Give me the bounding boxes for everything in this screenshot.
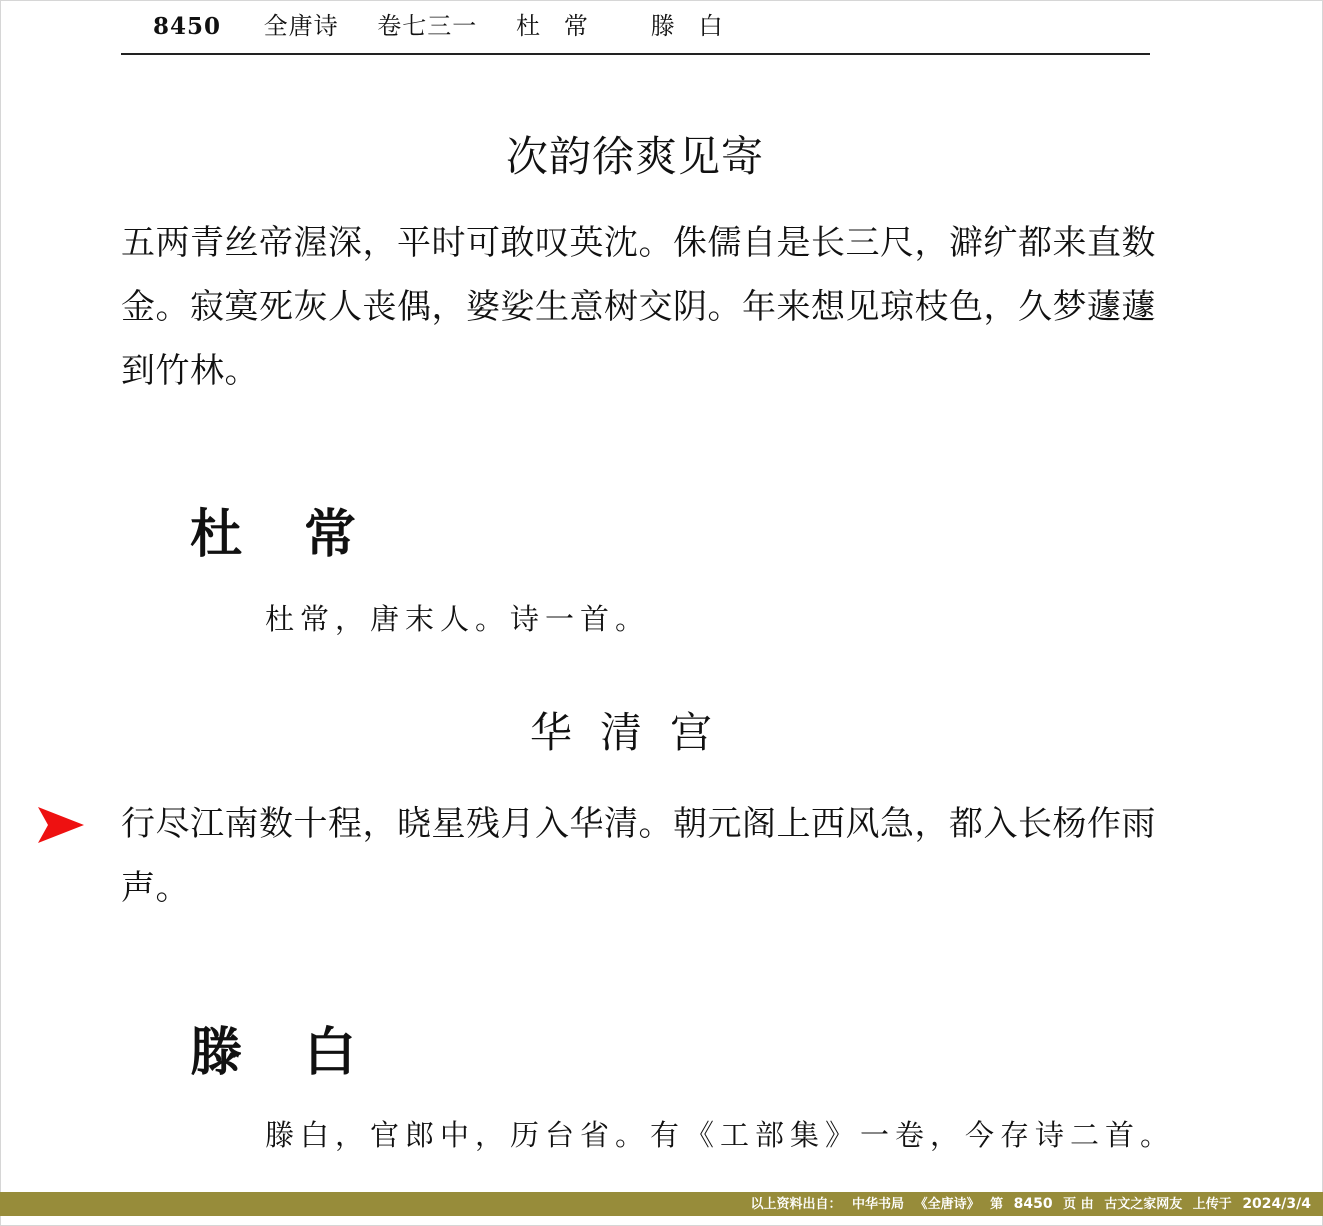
author-bio-1: 杜常，唐末人。诗一首。 xyxy=(265,602,651,636)
poem-text-1: 五两青丝帝渥深，平时可敢叹英沈。侏儒自是长三尺，澼纩都来直数金。寂寞死灰人丧偶，婆娑生意树交阴。年来想见琼枝色，久梦蘧蘧到竹林。 xyxy=(121,223,1156,391)
footer-book: 《全唐诗》 xyxy=(914,1197,980,1212)
header-collection: 全唐诗 xyxy=(263,12,339,40)
header-page-number: 8450 xyxy=(153,13,222,40)
header-rule xyxy=(121,53,1150,55)
author-heading-2: 滕白 xyxy=(190,1022,419,1083)
source-footer xyxy=(0,1192,1323,1216)
footer-page: 8450 xyxy=(1013,1196,1053,1212)
footer-uploader: 古文之家网友 xyxy=(1104,1197,1183,1212)
footer-text xyxy=(744,1192,1311,1216)
header-volume: 卷七三一 xyxy=(377,12,478,40)
footer-date: 2024/3/4 xyxy=(1242,1196,1311,1212)
header-poet-2: 滕白 xyxy=(650,12,747,40)
footer-publisher: 中华书局 xyxy=(852,1197,905,1212)
red-arrow-icon xyxy=(38,807,84,843)
footer-page-suffix: 页 由 xyxy=(1063,1197,1094,1212)
footer-page-prefix: 第 xyxy=(990,1197,1004,1212)
header-poet-1: 杜常 xyxy=(515,12,612,40)
running-header xyxy=(153,8,747,44)
author-bio-2: 滕白，官郎中，历台省。有《工部集》一卷，今存诗二首。 xyxy=(265,1118,1176,1152)
poem-title-1: 次韵徐爽见寄 xyxy=(505,132,764,181)
footer-upload-label: 上传于 xyxy=(1192,1197,1232,1212)
author-heading-1: 杜常 xyxy=(190,504,419,565)
poem-text-2: 行尽江南数十程，晓星残月入华清。朝元阁上西风急，都入长杨作雨声。 xyxy=(121,804,1156,908)
footer-source-label: 以上资料出自： xyxy=(750,1197,842,1212)
poem-title-2: 华清宫 xyxy=(529,708,740,757)
